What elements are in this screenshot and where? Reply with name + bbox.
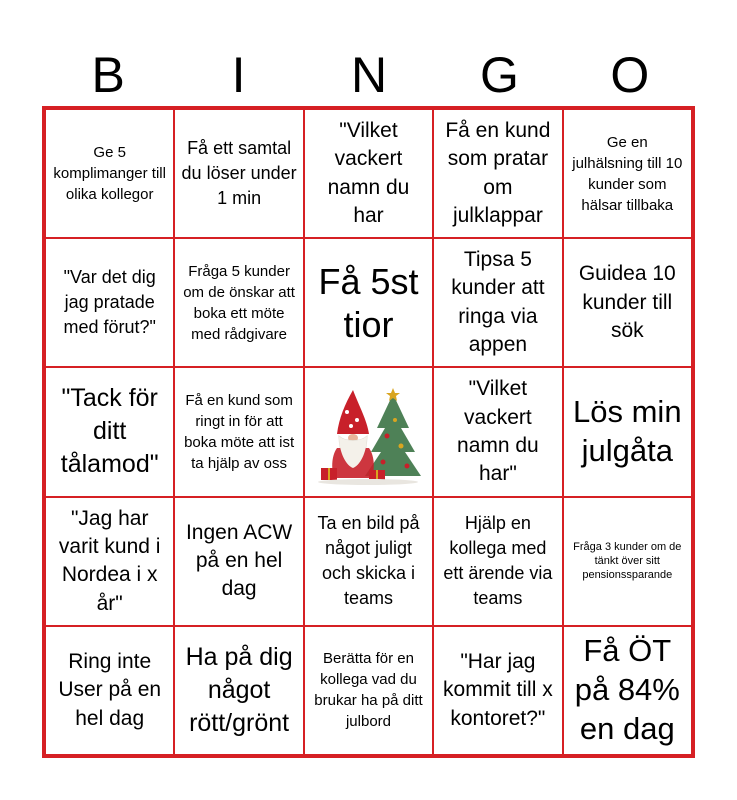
bingo-cell[interactable]: [304, 238, 433, 367]
bingo-cell[interactable]: [45, 109, 174, 238]
bingo-cell-text: Ge 5 komplimanger till olika kollegor: [53, 144, 166, 204]
bingo-cell-text: Få 5st tior: [318, 260, 419, 345]
bingo-cell[interactable]: [45, 238, 174, 367]
bingo-cell-text: "Vilket vackert namn du har: [327, 118, 410, 227]
bingo-cell-text: Få en kund som ringt in för att boka möte att ist ta hjälp av oss: [184, 391, 295, 472]
bingo-cell-text: "Tack för ditt tålamod": [60, 384, 159, 479]
bingo-cell-text: Guidea 10 kunder till sök: [578, 262, 676, 342]
bingo-cell-text: "Jag har varit kund i Nordea i x år": [58, 506, 161, 615]
bingo-cell[interactable]: [563, 626, 692, 755]
bingo-cell[interactable]: [45, 497, 174, 626]
bingo-free-space[interactable]: [304, 367, 433, 496]
bingo-cell[interactable]: [174, 626, 303, 755]
bingo-cell-text: Ta en bild på något juligt och skicka i teams: [317, 512, 420, 609]
bingo-cell-text: Fråga 5 kunder om de önskar att boka ett möte med rådgivare: [183, 262, 295, 343]
bingo-cell[interactable]: [563, 238, 692, 367]
bingo-cell-text: "Var det dig jag pratade med förut?": [63, 267, 156, 338]
christmas-gnome-and-tree-icon: [313, 376, 423, 488]
bingo-cell-text: Ring inte User på en hel dag: [58, 649, 162, 730]
bingo-cell[interactable]: [563, 497, 692, 626]
bingo-title: [43, 44, 695, 106]
bingo-cell-text: Hjälp en kollega med ett ärende via teams: [443, 512, 553, 609]
bingo-cell[interactable]: [433, 238, 562, 367]
bingo-cell[interactable]: [45, 367, 174, 496]
bingo-cell-text: Ge en julhälsning till 10 kunder som hälsar tillbaka: [572, 133, 683, 214]
bingo-cell-text: Lös min julgåta: [573, 394, 682, 468]
title-letter-g: G: [479, 47, 519, 103]
bingo-cell[interactable]: [433, 109, 562, 238]
bingo-cell-text: Berätta för en kollega vad du brukar ha på ditt julbord: [314, 650, 423, 731]
bingo-cell-text: Få ett samtal du löser under 1 min: [181, 137, 297, 209]
bingo-cell[interactable]: [433, 367, 562, 496]
bingo-cell[interactable]: [174, 238, 303, 367]
bingo-cell[interactable]: [433, 626, 562, 755]
title-letter-o: O: [610, 47, 650, 103]
bingo-cell[interactable]: [174, 497, 303, 626]
bingo-cell-text: "Vilket vackert namn du har": [457, 377, 539, 486]
bingo-cell-text: Tipsa 5 kunder att ringa via appen: [451, 248, 545, 357]
bingo-cell[interactable]: [174, 109, 303, 238]
bingo-cell[interactable]: [304, 626, 433, 755]
bingo-cell[interactable]: [433, 497, 562, 626]
bingo-cell[interactable]: [304, 109, 433, 238]
bingo-board: [42, 106, 695, 758]
bingo-cell[interactable]: [304, 497, 433, 626]
bingo-cell[interactable]: [563, 109, 692, 238]
bingo-cell[interactable]: [174, 367, 303, 496]
bingo-cell[interactable]: [563, 367, 692, 496]
bingo-cell-text: Ha på dig något rött/grönt: [185, 642, 293, 737]
title-letter-b: B: [91, 47, 125, 103]
bingo-cell-text: Fråga 3 kunder om de tänkt över sitt pensionssparande: [573, 540, 682, 582]
title-letter-n: N: [350, 47, 388, 103]
title-letter-i: I: [231, 47, 246, 103]
bingo-cell-text: Få ÖT på 84% en dag: [574, 633, 680, 746]
bingo-cell-text: "Har jag kommit till x kontoret?": [443, 649, 553, 730]
bingo-cell-text: Få en kund som pratar om julklappar: [445, 118, 551, 227]
bingo-cell[interactable]: [45, 626, 174, 755]
bingo-cell-text: Ingen ACW på en hel dag: [185, 520, 293, 601]
